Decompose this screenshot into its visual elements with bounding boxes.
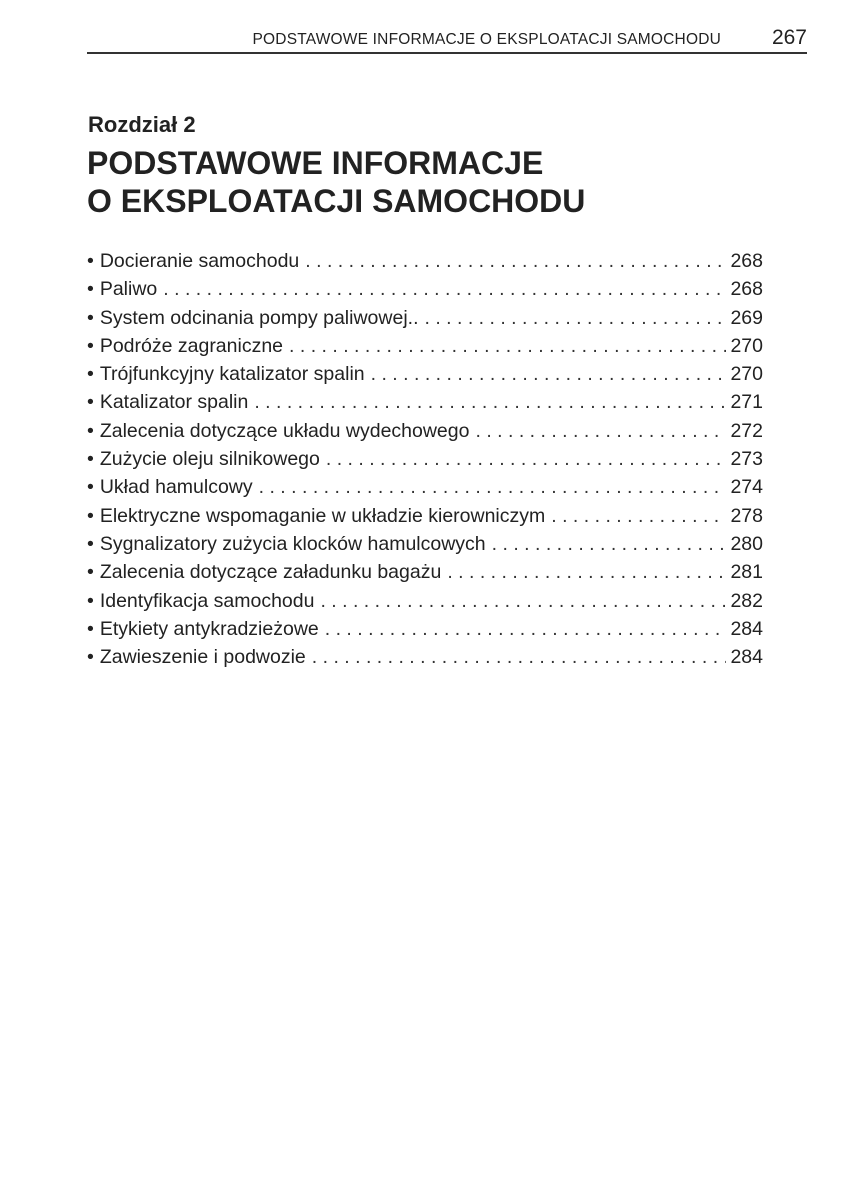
toc-entry[interactable] <box>87 561 763 589</box>
dot-leader <box>424 307 726 330</box>
dot-leader <box>492 533 727 556</box>
dot-leader <box>326 448 727 471</box>
toc-entry-label: Docieranie samochodu <box>99 250 300 272</box>
toc-entry[interactable] <box>87 505 763 533</box>
toc-entry[interactable] <box>87 250 763 278</box>
dot-leader <box>325 618 727 641</box>
dot-leader <box>305 250 726 273</box>
toc-entry-label: Zawieszenie i podwozie <box>99 646 306 669</box>
bullet-icon: • <box>87 476 94 499</box>
toc-entry-label: Zużycie oleju silnikowego <box>99 448 320 471</box>
bullet-icon: • <box>87 504 94 527</box>
toc-entry-page: 270 <box>730 334 763 357</box>
toc-entry[interactable] <box>87 391 763 419</box>
dot-leader <box>475 420 726 443</box>
toc-entry[interactable] <box>87 420 763 448</box>
dot-leader <box>259 476 727 499</box>
bullet-icon: • <box>87 334 94 357</box>
toc-entry-page: 271 <box>730 391 763 414</box>
toc-entry-label: Zalecenia dotyczące układu wydechowego <box>99 419 470 442</box>
dot-leader <box>163 278 726 301</box>
toc-entry[interactable] <box>87 646 763 674</box>
bullet-icon: • <box>87 278 94 301</box>
dot-leader <box>320 590 726 613</box>
toc-entry-page: 269 <box>730 306 763 329</box>
toc-entry[interactable] <box>87 618 763 646</box>
toc-entry-page: 278 <box>730 504 763 527</box>
bullet-icon: • <box>87 363 94 386</box>
bullet-icon: • <box>87 561 94 584</box>
toc-entry-page: 268 <box>730 250 763 272</box>
toc-entry-page: 273 <box>730 448 763 471</box>
chapter-label: Rozdział 2 <box>88 112 196 137</box>
bullet-icon: • <box>87 419 94 442</box>
toc-entry-page: 270 <box>730 363 763 386</box>
dot-leader <box>312 646 727 669</box>
chapter-title-line-2: O EKSPLOATACJI SAMOCHODU <box>87 183 586 219</box>
running-header <box>87 26 807 54</box>
bullet-icon: • <box>87 448 94 471</box>
dot-leader <box>447 561 726 584</box>
page-number: 267 <box>771 26 807 49</box>
toc-entry-page: 281 <box>730 561 763 584</box>
toc-entry[interactable] <box>87 590 763 618</box>
toc-entry[interactable] <box>87 448 763 476</box>
chapter-title-line-1: PODSTAWOWE INFORMACJE <box>87 145 544 181</box>
toc-entry-label: System odcinania pompy paliwowej.. <box>99 306 419 329</box>
toc-entry-page: 282 <box>730 589 763 612</box>
dot-leader <box>551 505 726 528</box>
toc-entry-label: Podróże zagraniczne <box>99 334 284 357</box>
toc-entry-label: Układ hamulcowy <box>99 476 253 499</box>
bullet-icon: • <box>87 532 94 555</box>
toc-entry[interactable] <box>87 307 763 335</box>
toc-entry-label: Elektryczne wspomaganie w układzie kierowniczym <box>99 504 546 527</box>
toc-entry-page: 284 <box>730 646 763 669</box>
toc-entry-label: Identyfikacja samochodu <box>99 589 315 612</box>
toc-entry-label: Trójfunkcyjny katalizator spalin <box>99 363 365 386</box>
bullet-icon: • <box>87 391 94 414</box>
toc-entry-label: Etykiety antykradzieżowe <box>99 617 319 640</box>
toc-entry[interactable] <box>87 533 763 561</box>
bullet-icon: • <box>87 617 94 640</box>
bullet-icon: • <box>87 589 94 612</box>
dot-leader <box>289 335 726 358</box>
bullet-icon: • <box>87 646 94 669</box>
toc-entry-page: 272 <box>730 419 763 442</box>
toc-entry-page: 274 <box>730 476 763 499</box>
toc-entry-page: 284 <box>730 617 763 640</box>
dot-leader <box>254 391 726 414</box>
toc-entry-page: 280 <box>730 532 763 555</box>
toc-entry[interactable] <box>87 335 763 363</box>
toc-entry-label: Katalizator spalin <box>99 391 249 414</box>
toc-entry-label: Paliwo <box>99 278 158 301</box>
toc-entry[interactable] <box>87 363 763 391</box>
toc-entry-label: Zalecenia dotyczące załadunku bagażu <box>99 561 442 584</box>
dot-leader <box>371 363 727 386</box>
bullet-icon: • <box>87 250 94 272</box>
toc-entry[interactable] <box>87 278 763 306</box>
toc-entry-label: Sygnalizatory zużycia klocków hamulcowych <box>99 532 486 555</box>
bullet-icon: • <box>87 306 94 329</box>
table-of-contents <box>87 250 763 674</box>
running-header-title: PODSTAWOWE INFORMACJE O EKSPLOATACJI SAMOCHODU <box>252 31 721 48</box>
chapter-title <box>87 144 585 220</box>
toc-entry-page: 268 <box>730 278 763 301</box>
toc-entry[interactable] <box>87 476 763 504</box>
